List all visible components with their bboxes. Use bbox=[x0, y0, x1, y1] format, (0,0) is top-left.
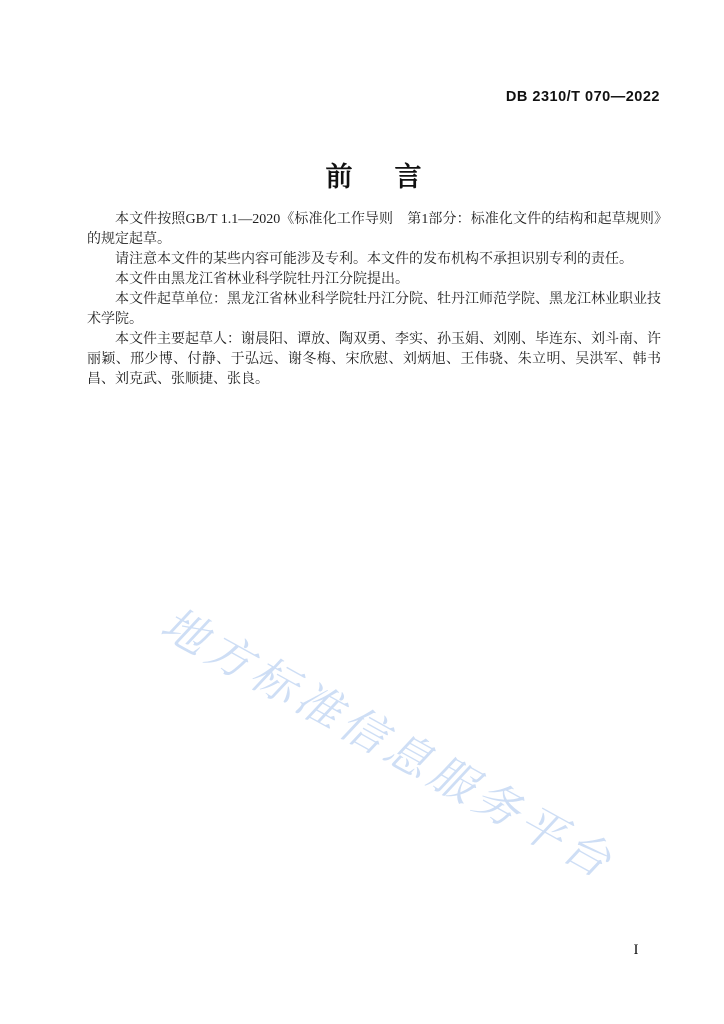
standard-code: DB 2310/T 070—2022 bbox=[505, 89, 660, 105]
foreword-paragraph: 本文件按照GB/T 1.1—2020《标准化工作导则 第1部分：标准化文件的结构和起草规则》的规定起草。 bbox=[87, 212, 661, 247]
foreword-title-char-2: 言 bbox=[394, 162, 422, 192]
foreword-body bbox=[87, 210, 661, 390]
foreword-paragraph: 请注意本文件的某些内容可能涉及专利。本文件的发布机构不承担识别专利的责任。 bbox=[115, 252, 633, 267]
foreword-paragraph: 本文件主要起草人：谢晨阳、谭放、陶双勇、李实、孙玉娟、刘刚、毕连东、刘斗南、许丽颖、邢少博、付静、于弘远、谢冬梅、宋欣慰、刘炳旭、王伟骁、朱立明、吴洪军、韩书昌、刘克武、张顺捷、张良。 bbox=[87, 332, 661, 387]
watermark-text: 地方标准信息服务平台 bbox=[152, 596, 625, 891]
foreword-title-char-1: 前 bbox=[325, 162, 353, 192]
foreword-paragraph: 本文件起草单位：黑龙江省林业科学院牡丹江分院、牡丹江师范学院、黑龙江林业职业技术学院。 bbox=[87, 292, 661, 327]
page-number: I bbox=[633, 942, 639, 958]
foreword-title bbox=[87, 155, 660, 194]
foreword-paragraph: 本文件由黑龙江省林业科学院牡丹江分院提出。 bbox=[115, 272, 409, 287]
